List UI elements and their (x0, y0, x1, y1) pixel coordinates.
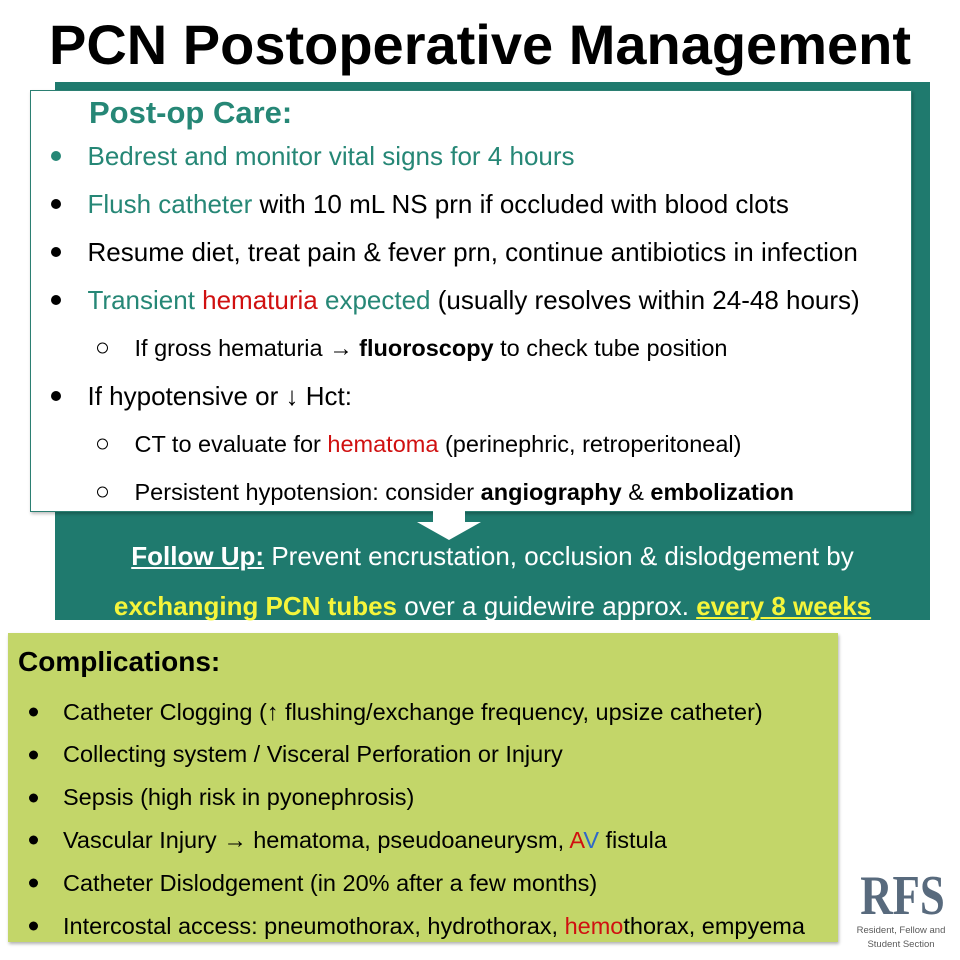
item-text (135, 324, 728, 372)
list-item (31, 228, 911, 276)
item-segment: & (621, 478, 651, 505)
list-subitem (31, 468, 911, 516)
logo-mark: RFS (860, 865, 945, 927)
item-segment: If hypotensive or ↓ Hct: (87, 380, 352, 411)
item-segment: Intercostal access: pneumothorax, hydrothorax, (63, 912, 565, 939)
follow-up-line-2 (55, 586, 930, 626)
item-text (63, 905, 805, 948)
item-text (88, 276, 860, 324)
filled-circle-bullet-icon (51, 247, 61, 257)
complications-heading: Complications: (18, 646, 221, 677)
item-segment: CT to evaluate for (134, 430, 328, 457)
item-segment: Transient (87, 284, 203, 315)
item-segment: hematuria (202, 284, 318, 315)
postop-care-card (30, 90, 912, 512)
hollow-circle-bullet-icon (97, 486, 108, 497)
item-segment: Catheter Dislodgement (in 20% after a few months) (63, 869, 598, 896)
item-text (88, 132, 575, 180)
item-segment: Resume diet, treat pain & fever prn, continue antibiotics in infection (87, 236, 858, 267)
follow-up-highlight: exchanging PCN tubes (113, 591, 398, 621)
item-text (135, 420, 742, 468)
item-text (63, 776, 414, 819)
item-segment: angiography (480, 478, 622, 505)
item-segment: expected (317, 284, 431, 315)
item-segment: A (569, 826, 584, 853)
item-text (63, 733, 563, 776)
filled-circle-bullet-icon (29, 750, 38, 759)
item-text (88, 180, 789, 228)
item-segment: Persistent hypotension: consider (134, 478, 481, 505)
list-item (31, 180, 911, 228)
filled-circle-bullet-icon (51, 151, 61, 161)
hollow-circle-bullet-icon (97, 342, 108, 353)
item-segment: with 10 mL NS prn if occluded with blood clots (252, 188, 789, 219)
list-subitem (31, 420, 911, 468)
filled-circle-bullet-icon (51, 295, 61, 305)
filled-circle-bullet-icon (29, 793, 38, 802)
item-segment: fistula (599, 826, 667, 853)
item-segment: embolization (650, 478, 795, 505)
item-segment: fluoroscopy (359, 334, 494, 361)
item-text (63, 819, 667, 862)
list-item (8, 691, 838, 734)
item-segment: Flush catheter (87, 188, 253, 219)
item-segment: (usually resolves within 24-48 hours) (430, 284, 860, 315)
item-segment: (perinephric, retroperitoneal) (438, 430, 742, 457)
filled-circle-bullet-icon (51, 391, 61, 401)
follow-up-text: Prevent encrustation, occlusion & dislodgement by (264, 541, 854, 571)
item-segment: Collecting system / Visceral Perforation or Injury (63, 741, 563, 768)
down-arrow-icon (417, 511, 481, 540)
item-text (135, 468, 795, 516)
list-item (31, 276, 911, 324)
follow-up-text-2: over a guidewire approx. (397, 591, 697, 621)
follow-up-label: Follow Up: (131, 541, 265, 571)
item-segment: If gross hematuria → (134, 334, 360, 361)
item-segment: hematoma (327, 430, 439, 457)
item-segment: to check tube position (493, 334, 728, 361)
item-text (63, 862, 597, 905)
filled-circle-bullet-icon (51, 199, 61, 209)
item-text (88, 372, 352, 420)
list-item (8, 905, 838, 948)
logo-subtitle-line-1: Resident, Fellow and (856, 925, 946, 936)
item-text (88, 228, 858, 276)
item-segment: thorax, empyema (623, 912, 805, 939)
list-item (31, 372, 911, 420)
item-segment: Catheter Clogging (↑ flushing/exchange frequency, upsize catheter) (63, 698, 763, 725)
filled-circle-bullet-icon (29, 879, 38, 888)
item-segment: hemo (564, 912, 624, 939)
list-item (31, 132, 911, 180)
list-item (8, 862, 838, 905)
item-segment: Vascular Injury → hematoma, pseudoaneurysm, (63, 826, 570, 853)
postop-care-heading: Post-op Care: (89, 95, 293, 130)
list-subitem (31, 324, 911, 372)
list-item (8, 733, 838, 776)
filled-circle-bullet-icon (29, 921, 38, 930)
logo-subtitle-line-2: Student Section (867, 938, 935, 950)
postop-care-list (31, 132, 911, 516)
filled-circle-bullet-icon (29, 836, 38, 845)
hollow-circle-bullet-icon (97, 438, 108, 449)
list-item (8, 776, 838, 819)
item-segment: V (583, 826, 599, 853)
filled-circle-bullet-icon (29, 707, 38, 716)
item-segment: Bedrest and monitor vital signs for 4 hours (87, 140, 575, 171)
list-item (8, 819, 838, 862)
item-text (63, 691, 763, 734)
item-segment: Sepsis (high risk in pyonephrosis) (63, 784, 415, 811)
rfs-logo (850, 865, 952, 951)
page-title: PCN Postoperative Management (49, 13, 911, 76)
follow-up-line-1 (55, 536, 930, 576)
complications-list (8, 691, 838, 948)
complications-panel (8, 633, 838, 942)
follow-up-interval: every 8 weeks (696, 591, 872, 621)
